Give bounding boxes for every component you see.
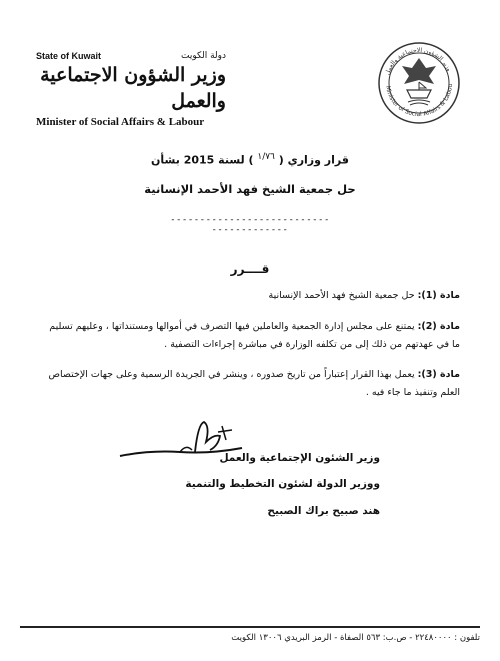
state-line [36, 50, 226, 62]
decree-prefix: قرار وزاري ( [278, 153, 349, 167]
ministry-name-ar: وزير الشؤون الاجتماعية والعمل [40, 64, 226, 112]
kuwait-emblem-icon [374, 38, 464, 128]
decree-subject: حل جمعية الشيخ فهد الأحمد الإنسانية [144, 182, 356, 196]
article-1 [40, 287, 460, 305]
svg-text:وزير الشؤون الاجتماعية والعمل: وزير الشؤون الاجتماعية والعمل [384, 46, 453, 76]
article-label: مادة (3): [417, 369, 460, 380]
signer-title-2: ووزير الدولة لشئون التخطيط والتنمية [185, 478, 380, 490]
footer-contact: تلفون : ٢٢٤٨٠٠٠٠ - ص.ب: ٥٦٣ الصفاة - الرمز البريدي ١٣٠٠٦ الكويت [231, 633, 480, 643]
decree-number: ١/٧٦ [257, 152, 275, 162]
letterhead [36, 50, 226, 129]
state-name-en: State of Kuwait [36, 51, 102, 61]
article-3 [40, 366, 460, 402]
decree-title [100, 152, 400, 167]
article-label: مادة (1): [417, 290, 460, 301]
signer-name: هند صبيح براك الصبيح [267, 505, 380, 517]
article-text: حل جمعية الشيخ فهد الأحمد الإنسانية [268, 290, 418, 301]
decides-heading: قــــرر [230, 262, 270, 276]
ministry-name-en: Minister of Social Affairs & Labour [36, 116, 205, 128]
signer-title-1: وزير الشئون الإجتماعية والعمل [219, 452, 380, 464]
article-text: يمتنع على مجلس إدارة الجمعية والعاملين فيها التصرف في أموالها ومستنداتها ، وعليهم تسليم ما في عهدتهم من ذلك إلى من تكلفه الوزارة في مباشرة إجراءات التصفية . [49, 321, 460, 350]
decree-suffix: ) لسنة 2015 بشأن [151, 153, 254, 167]
article-2 [40, 318, 460, 354]
footer-divider [20, 626, 480, 628]
separator: ---------------------------------------- [170, 215, 330, 235]
state-name-ar: دولة الكويت [181, 51, 226, 61]
article-label: مادة (2): [417, 321, 460, 332]
article-text: يعمل بهذا القرار إعتباراً من تاريخ صدوره ، وينشر في الجريدة الرسمية وعلى جهات الإختصاص العلم وتنفيذ ما جاء فيه . [48, 369, 460, 398]
emblem-caption: Minister of Social Affairs & Labou [384, 83, 455, 119]
